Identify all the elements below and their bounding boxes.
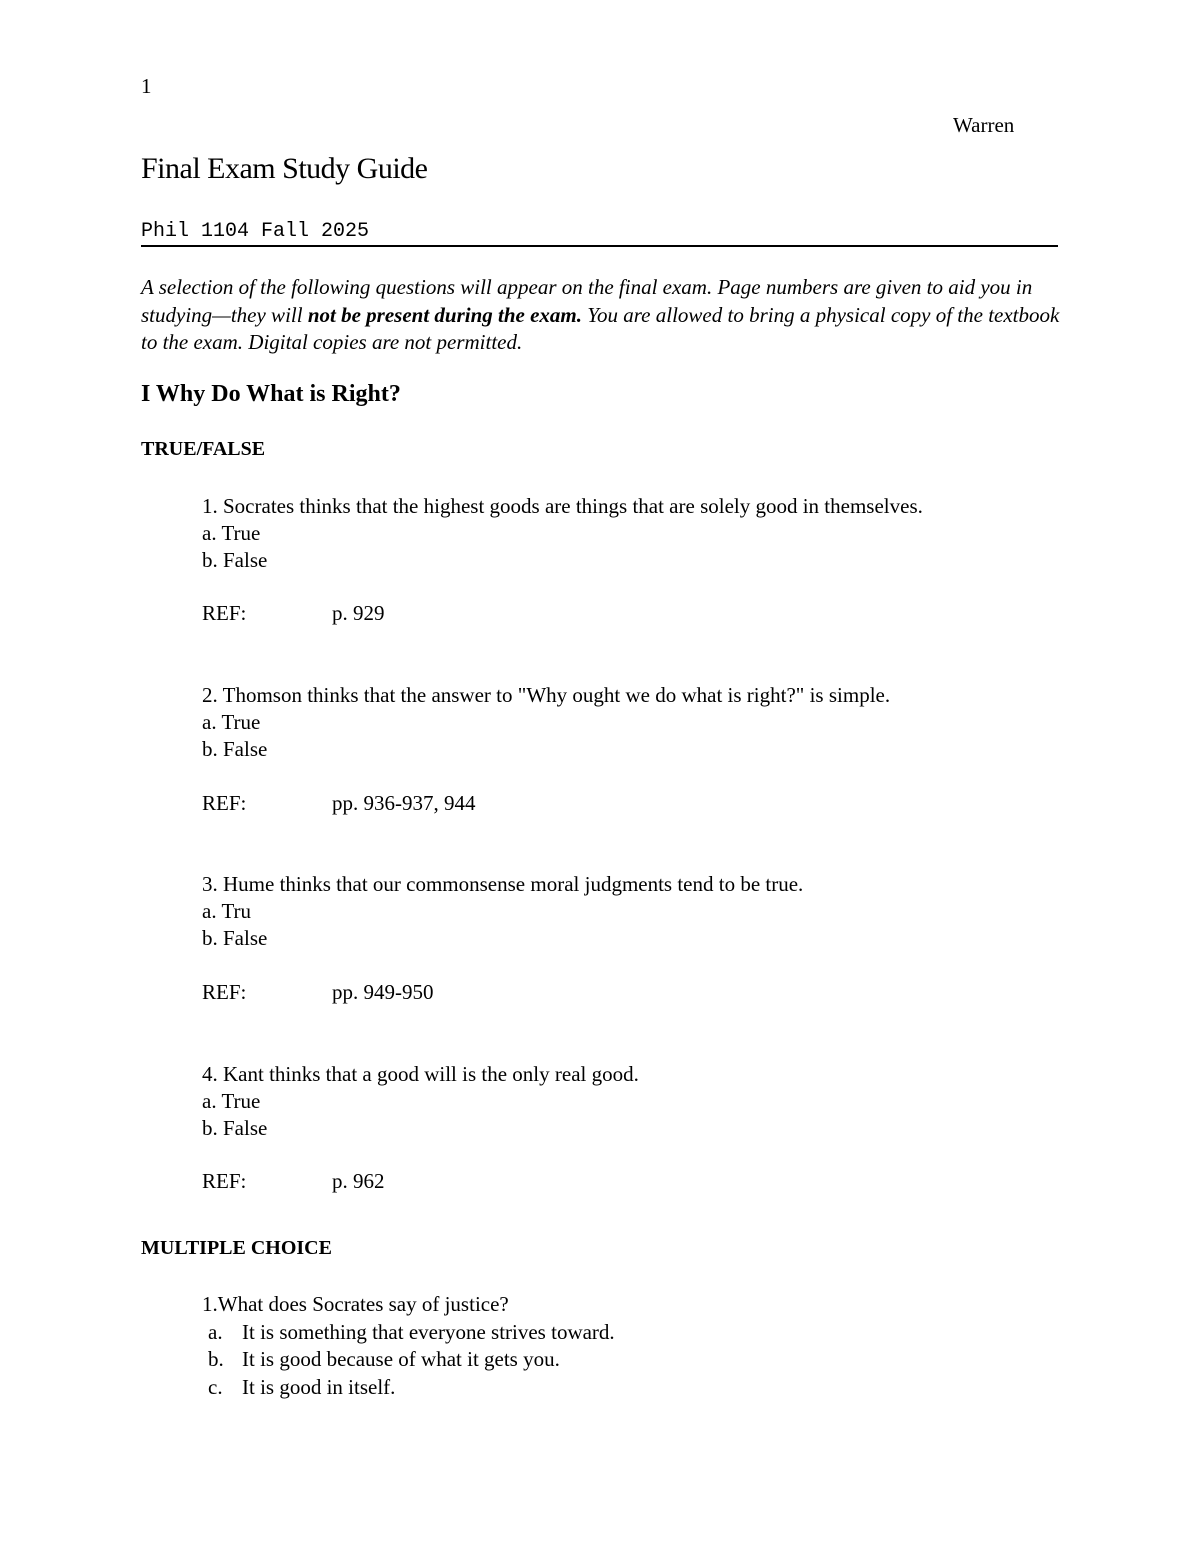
question-text: 3. Hume thinks that our commonsense moral judgments tend to be true. — [202, 872, 804, 896]
intro-text-1: A selection of the following questions will appear on the final exam. Page numbers are given to aid you in studying—they will — [141, 275, 1033, 327]
ref-pages: p. 929 — [332, 601, 385, 625]
question-text: 4. Kant thinks that a good will is the only real good. — [202, 1062, 639, 1086]
option-b: b. False — [202, 926, 268, 950]
option-a: a. Tru — [202, 899, 252, 923]
option-a: a. True — [202, 710, 261, 734]
intro-bold-text: not be present during the exam. — [307, 302, 583, 327]
option-text: It is good in itself. — [242, 1374, 396, 1399]
option-b: b. False — [202, 737, 268, 761]
option-b: b. False — [202, 1116, 268, 1140]
ref-label: REF: — [202, 980, 247, 1004]
intro-paragraph — [141, 274, 1061, 357]
question-text: 1. Socrates thinks that the highest goods are things that are solely good in themselves. — [202, 494, 923, 518]
tf-question-1 — [202, 493, 923, 574]
intro-text-2: You are allowed to bring a physical copy of the textbook to the exam. Digital copies are not permitted. — [141, 302, 1060, 354]
question-text: 1.What does Socrates say of justice? — [202, 1292, 509, 1316]
tf-ref-4 — [202, 1169, 385, 1194]
ref-pages: pp. 936-937, 944 — [332, 791, 476, 815]
page-number: 1 — [141, 74, 152, 98]
mc-option-a — [202, 1319, 615, 1347]
ref-label: REF: — [202, 791, 247, 815]
option-a: a. True — [202, 1089, 261, 1113]
question-text: 2. Thomson thinks that the answer to "Why ought we do what is right?" is simple. — [202, 683, 891, 707]
tf-ref-1 — [202, 601, 385, 626]
option-letter: c. — [208, 1374, 223, 1399]
true-false-heading: TRUE/FALSE — [141, 438, 266, 460]
tf-question-4 — [202, 1061, 639, 1142]
section-heading: I Why Do What is Right? — [141, 381, 401, 407]
tf-ref-2 — [202, 791, 476, 816]
option-b: b. False — [202, 548, 268, 572]
mc-question-1 — [202, 1291, 615, 1401]
option-text: It is good because of what it gets you. — [242, 1347, 560, 1371]
option-text: It is something that everyone strives toward. — [242, 1319, 615, 1344]
course-line: Phil 1104 Fall 2025 — [141, 220, 1058, 247]
ref-label: REF: — [202, 1169, 247, 1193]
mc-option-c — [202, 1374, 615, 1402]
ref-pages: p. 962 — [332, 1169, 385, 1193]
tf-question-2 — [202, 682, 890, 763]
option-letter: b. — [208, 1347, 224, 1371]
multiple-choice-heading: MULTIPLE CHOICE — [141, 1237, 332, 1259]
tf-question-3 — [202, 871, 803, 952]
mc-option-b — [202, 1346, 615, 1374]
author-name: Warren — [953, 113, 1015, 137]
ref-label: REF: — [202, 601, 247, 625]
option-letter: a. — [208, 1319, 223, 1344]
ref-pages: pp. 949-950 — [332, 980, 434, 1004]
tf-ref-3 — [202, 980, 434, 1005]
option-a: a. True — [202, 521, 261, 545]
page-title: Final Exam Study Guide — [141, 152, 428, 185]
